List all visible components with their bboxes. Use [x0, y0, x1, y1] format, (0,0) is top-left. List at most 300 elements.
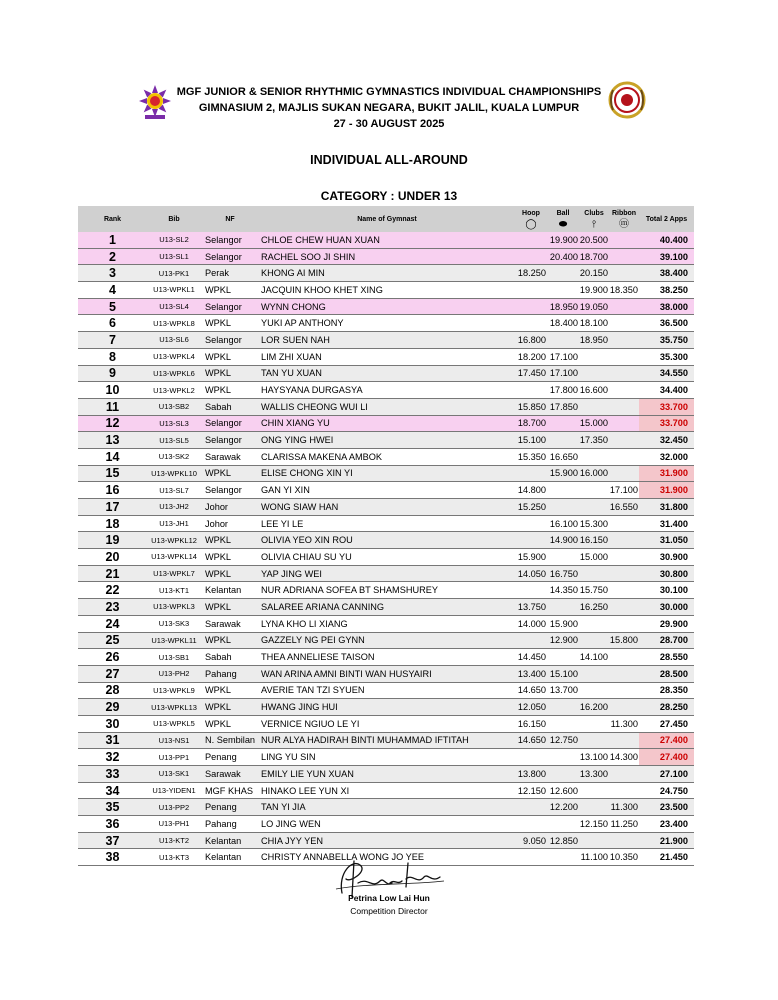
row-clubs-score [579, 348, 609, 365]
row-rank: 38 [78, 849, 147, 866]
row-hoop-score: 14.650 [515, 732, 547, 749]
row-rank: 8 [78, 348, 147, 365]
row-total-score: 23.400 [639, 816, 694, 833]
row-rank: 19 [78, 532, 147, 549]
row-ribbon-score [609, 699, 639, 716]
row-gymnast-name: OLIVIA YEO XIN ROU [259, 532, 515, 549]
row-clubs-score [579, 632, 609, 649]
row-total-score: 27.450 [639, 715, 694, 732]
row-gymnast-name: WONG SIAW HAN [259, 499, 515, 516]
row-ribbon-score [609, 832, 639, 849]
table-row [78, 315, 694, 332]
row-ribbon-score: 15.800 [609, 632, 639, 649]
row-ball-score [547, 499, 579, 516]
row-total-score: 40.400 [639, 232, 694, 248]
row-ribbon-score [609, 448, 639, 465]
row-clubs-score: 14.100 [579, 649, 609, 666]
row-hoop-score [515, 315, 547, 332]
row-total-score: 21.450 [639, 849, 694, 866]
row-hoop-score: 9.050 [515, 832, 547, 849]
row-hoop-score: 14.800 [515, 482, 547, 499]
row-clubs-score [579, 565, 609, 582]
row-bib: U13-SL6 [147, 332, 201, 349]
row-ball-score: 14.900 [547, 532, 579, 549]
row-bib: U13-SL2 [147, 232, 201, 248]
event-venue: GIMNASIUM 2, MAJLIS SUKAN NEGARA, BUKIT JALIL, KUALA LUMPUR [198, 102, 580, 114]
row-total-score: 27.400 [639, 732, 694, 749]
row-hoop-score: 14.650 [515, 682, 547, 699]
row-ribbon-score [609, 615, 639, 632]
row-rank: 17 [78, 499, 147, 516]
row-bib: U13-SK1 [147, 766, 201, 783]
col-clubs [579, 206, 609, 232]
row-rank: 26 [78, 649, 147, 666]
row-bib: U13-SL3 [147, 415, 201, 432]
row-nf: WPKL [201, 382, 259, 399]
row-rank: 30 [78, 715, 147, 732]
row-clubs-score: 16.150 [579, 532, 609, 549]
row-clubs-score [579, 715, 609, 732]
row-hoop-score [515, 582, 547, 599]
table-header-row [78, 206, 694, 232]
row-clubs-score: 17.350 [579, 432, 609, 449]
row-ribbon-score: 11.300 [609, 799, 639, 816]
row-bib: U13-WPKL8 [147, 315, 201, 332]
row-gymnast-name: YUKI AP ANTHONY [259, 315, 515, 332]
category-label: CATEGORY : UNDER 13 [320, 189, 458, 203]
table-row [78, 415, 694, 432]
table-row [78, 565, 694, 582]
row-bib: U13-WPKL2 [147, 382, 201, 399]
table-row [78, 482, 694, 499]
table-row [78, 649, 694, 666]
row-clubs-score [579, 782, 609, 799]
row-nf: Sabah [201, 649, 259, 666]
row-ribbon-score: 16.550 [609, 499, 639, 516]
row-nf: WPKL [201, 365, 259, 382]
row-ribbon-score [609, 766, 639, 783]
row-bib: U13-JH2 [147, 499, 201, 516]
table-row [78, 699, 694, 716]
row-ball-score [547, 265, 579, 282]
row-clubs-score: 15.300 [579, 515, 609, 532]
row-hoop-score: 13.400 [515, 665, 547, 682]
row-total-score: 32.000 [639, 448, 694, 465]
table-row [78, 248, 694, 265]
ribbon-icon: ⓜ [619, 218, 629, 230]
results-table [78, 206, 694, 866]
row-rank: 28 [78, 682, 147, 699]
row-hoop-score: 14.450 [515, 649, 547, 666]
row-rank: 14 [78, 448, 147, 465]
row-gymnast-name: CLARISSA MAKENA AMBOK [259, 448, 515, 465]
row-ribbon-score: 14.300 [609, 749, 639, 766]
row-ball-score [547, 332, 579, 349]
results-body [78, 232, 694, 866]
row-ribbon-score [609, 348, 639, 365]
row-rank: 7 [78, 332, 147, 349]
row-gymnast-name: CHRISTY ANNABELLA WONG JO YEE [259, 849, 515, 866]
row-rank: 2 [78, 248, 147, 265]
table-row [78, 766, 694, 783]
row-nf: WPKL [201, 565, 259, 582]
table-row [78, 332, 694, 349]
row-nf: WPKL [201, 632, 259, 649]
row-gymnast-name: NUR ALYA HADIRAH BINTI MUHAMMAD IFTITAH [259, 732, 515, 749]
row-nf: WPKL [201, 348, 259, 365]
row-nf: WPKL [201, 532, 259, 549]
row-ball-score: 18.950 [547, 298, 579, 315]
row-bib: U13-WPKL10 [147, 465, 201, 482]
table-row [78, 515, 694, 532]
row-gymnast-name: WALLIS CHEONG WUI LI [259, 398, 515, 415]
table-row [78, 582, 694, 599]
row-ribbon-score [609, 365, 639, 382]
row-hoop-score [515, 799, 547, 816]
row-ball-score: 17.800 [547, 382, 579, 399]
row-ball-score [547, 699, 579, 716]
row-rank: 34 [78, 782, 147, 799]
row-ribbon-score [609, 332, 639, 349]
row-nf: Selangor [201, 482, 259, 499]
clubs-label: Clubs [584, 209, 604, 217]
row-nf: WPKL [201, 599, 259, 616]
row-gymnast-name: LYNA KHO LI XIANG [259, 615, 515, 632]
row-bib: U13-PH1 [147, 816, 201, 833]
ribbon-label: Ribbon [611, 209, 637, 217]
row-total-score: 28.350 [639, 682, 694, 699]
table-row [78, 682, 694, 699]
row-total-score: 27.100 [639, 766, 694, 783]
row-total-score: 35.750 [639, 332, 694, 349]
row-clubs-score: 13.300 [579, 766, 609, 783]
table-row [78, 615, 694, 632]
row-nf: Sarawak [201, 615, 259, 632]
row-hoop-score: 15.250 [515, 499, 547, 516]
signatory-name: Petrina Low Lai Hun [348, 893, 430, 903]
row-ribbon-score [609, 682, 639, 699]
row-nf: WPKL [201, 715, 259, 732]
row-ribbon-score [609, 248, 639, 265]
row-gymnast-name: CHIN XIANG YU [259, 415, 515, 432]
row-nf: MGF KHAS [201, 782, 259, 799]
row-clubs-score: 12.150 [579, 816, 609, 833]
row-gymnast-name: JACQUIN KHOO KHET XING [259, 282, 515, 299]
row-rank: 33 [78, 766, 147, 783]
row-gymnast-name: CHIA JYY YEN [259, 832, 515, 849]
row-ribbon-score [609, 432, 639, 449]
row-total-score: 35.300 [639, 348, 694, 365]
row-ribbon-score [609, 599, 639, 616]
row-nf: Penang [201, 799, 259, 816]
row-nf: Johor [201, 515, 259, 532]
row-total-score: 24.750 [639, 782, 694, 799]
row-ribbon-score: 11.300 [609, 715, 639, 732]
row-ball-score: 15.100 [547, 665, 579, 682]
row-total-score: 38.250 [639, 282, 694, 299]
row-rank: 9 [78, 365, 147, 382]
row-bib: U13-SL7 [147, 482, 201, 499]
row-gymnast-name: RACHEL SOO JI SHIN [259, 248, 515, 265]
row-total-score: 30.900 [639, 549, 694, 566]
row-gymnast-name: LO JING WEN [259, 816, 515, 833]
row-ball-score: 17.100 [547, 365, 579, 382]
row-clubs-score: 19.050 [579, 298, 609, 315]
row-ribbon-score: 10.350 [609, 849, 639, 866]
row-clubs-score: 18.700 [579, 248, 609, 265]
row-rank: 6 [78, 315, 147, 332]
row-clubs-score: 20.500 [579, 232, 609, 248]
row-hoop-score: 13.750 [515, 599, 547, 616]
table-row [78, 715, 694, 732]
row-ball-score: 12.200 [547, 799, 579, 816]
row-ribbon-score [609, 465, 639, 482]
row-hoop-score [515, 298, 547, 315]
row-rank: 13 [78, 432, 147, 449]
row-ribbon-score [609, 732, 639, 749]
row-hoop-score: 14.050 [515, 565, 547, 582]
table-row [78, 282, 694, 299]
row-gymnast-name: THEA ANNELIESE TAISON [259, 649, 515, 666]
hoop-icon: ◯ [525, 218, 537, 230]
row-rank: 18 [78, 515, 147, 532]
table-row [78, 298, 694, 315]
row-nf: Pahang [201, 665, 259, 682]
event-header [0, 84, 778, 132]
row-ball-score: 15.900 [547, 465, 579, 482]
row-rank: 16 [78, 482, 147, 499]
row-bib: U13-JH1 [147, 515, 201, 532]
row-ribbon-score [609, 582, 639, 599]
row-total-score: 31.900 [639, 482, 694, 499]
row-ball-score: 16.100 [547, 515, 579, 532]
row-total-score: 28.700 [639, 632, 694, 649]
row-gymnast-name: OLIVIA CHIAU SU YU [259, 549, 515, 566]
row-clubs-score [579, 398, 609, 415]
row-bib: U13-WPKL11 [147, 632, 201, 649]
row-total-score: 34.550 [639, 365, 694, 382]
row-ball-score: 17.100 [547, 348, 579, 365]
row-ribbon-score: 11.250 [609, 816, 639, 833]
row-clubs-score: 19.900 [579, 282, 609, 299]
row-ribbon-score [609, 298, 639, 315]
row-hoop-score [515, 382, 547, 399]
row-ribbon-score [609, 565, 639, 582]
row-nf: Penang [201, 749, 259, 766]
row-ribbon-score [609, 415, 639, 432]
row-ball-score: 12.850 [547, 832, 579, 849]
row-bib: U13-SL4 [147, 298, 201, 315]
row-bib: U13-WPKL3 [147, 599, 201, 616]
row-ball-score [547, 749, 579, 766]
row-bib: U13-PP2 [147, 799, 201, 816]
row-bib: U13-WPKL6 [147, 365, 201, 382]
row-ribbon-score [609, 398, 639, 415]
event-dates: 27 - 30 AUGUST 2025 [333, 118, 445, 130]
row-ball-score [547, 432, 579, 449]
row-clubs-score [579, 448, 609, 465]
row-nf: Johor [201, 499, 259, 516]
row-ball-score [547, 766, 579, 783]
row-ball-score [547, 415, 579, 432]
row-clubs-score [579, 365, 609, 382]
row-ball-score [547, 549, 579, 566]
row-rank: 23 [78, 599, 147, 616]
table-row [78, 632, 694, 649]
row-hoop-score: 15.350 [515, 448, 547, 465]
row-bib: U13-PP1 [147, 749, 201, 766]
row-nf: Kelantan [201, 849, 259, 866]
row-total-score: 28.550 [639, 649, 694, 666]
row-rank: 5 [78, 298, 147, 315]
row-total-score: 38.400 [639, 265, 694, 282]
table-row [78, 348, 694, 365]
row-gymnast-name: AVERIE TAN TZI SYUEN [259, 682, 515, 699]
row-hoop-score [515, 816, 547, 833]
row-total-score: 31.050 [639, 532, 694, 549]
row-ball-score: 18.400 [547, 315, 579, 332]
table-row [78, 365, 694, 382]
row-rank: 22 [78, 582, 147, 599]
row-bib: U13-WPKL14 [147, 549, 201, 566]
row-bib: U13-WPKL7 [147, 565, 201, 582]
row-hoop-score [515, 282, 547, 299]
row-rank: 3 [78, 265, 147, 282]
row-hoop-score: 15.900 [515, 549, 547, 566]
row-clubs-score [579, 682, 609, 699]
row-clubs-score [579, 799, 609, 816]
row-rank: 1 [78, 232, 147, 248]
row-total-score: 39.100 [639, 248, 694, 265]
row-clubs-score: 16.600 [579, 382, 609, 399]
row-nf: Kelantan [201, 832, 259, 849]
row-hoop-score [515, 849, 547, 866]
row-total-score: 27.400 [639, 749, 694, 766]
row-nf: Perak [201, 265, 259, 282]
row-bib: U13-KT1 [147, 582, 201, 599]
row-rank: 10 [78, 382, 147, 399]
col-name: Name of Gymnast [259, 206, 515, 232]
table-row [78, 382, 694, 399]
row-total-score: 30.000 [639, 599, 694, 616]
row-hoop-score: 16.150 [515, 715, 547, 732]
row-clubs-score [579, 832, 609, 849]
table-row [78, 532, 694, 549]
clubs-icon: ⫯ [591, 218, 597, 230]
row-total-score: 36.500 [639, 315, 694, 332]
table-row [78, 549, 694, 566]
row-bib: U13-SL1 [147, 248, 201, 265]
row-clubs-score: 18.100 [579, 315, 609, 332]
row-nf: Selangor [201, 248, 259, 265]
row-ribbon-score [609, 515, 639, 532]
col-ball [547, 206, 579, 232]
col-bib: Bib [147, 206, 201, 232]
ball-icon: ⬬ [558, 218, 568, 230]
row-clubs-score: 16.000 [579, 465, 609, 482]
row-bib: U13-KT2 [147, 832, 201, 849]
row-rank: 20 [78, 549, 147, 566]
row-gymnast-name: TAN YI JIA [259, 799, 515, 816]
table-row [78, 465, 694, 482]
row-bib: U13-WPKL4 [147, 348, 201, 365]
row-bib: U13-WPKL13 [147, 699, 201, 716]
row-gymnast-name: WAN ARINA AMNI BINTI WAN HUSYAIRI [259, 665, 515, 682]
page-title: INDIVIDUAL ALL-AROUND [310, 153, 468, 167]
row-ball-score: 12.900 [547, 632, 579, 649]
row-clubs-score [579, 615, 609, 632]
row-nf: WPKL [201, 699, 259, 716]
col-nf: NF [201, 206, 259, 232]
row-bib: U13-SB2 [147, 398, 201, 415]
row-total-score: 31.900 [639, 465, 694, 482]
table-row [78, 232, 694, 248]
row-ball-score: 14.350 [547, 582, 579, 599]
row-hoop-score [515, 532, 547, 549]
row-ball-score: 19.900 [547, 232, 579, 248]
row-hoop-score: 18.250 [515, 265, 547, 282]
row-nf: N. Sembilan [201, 732, 259, 749]
row-ribbon-score [609, 265, 639, 282]
row-total-score: 28.500 [639, 665, 694, 682]
row-rank: 31 [78, 732, 147, 749]
row-bib: U13-SK2 [147, 448, 201, 465]
col-ribbon [609, 206, 639, 232]
row-ball-score: 12.750 [547, 732, 579, 749]
hoop-label: Hoop [522, 209, 540, 217]
row-ball-score [547, 599, 579, 616]
row-rank: 4 [78, 282, 147, 299]
row-rank: 25 [78, 632, 147, 649]
row-ball-score: 15.900 [547, 615, 579, 632]
row-total-score: 28.250 [639, 699, 694, 716]
row-gymnast-name: KHONG AI MIN [259, 265, 515, 282]
row-rank: 29 [78, 699, 147, 716]
row-total-score: 29.900 [639, 615, 694, 632]
row-hoop-score: 18.200 [515, 348, 547, 365]
row-clubs-score: 18.950 [579, 332, 609, 349]
row-clubs-score: 15.750 [579, 582, 609, 599]
row-clubs-score: 11.100 [579, 849, 609, 866]
row-gymnast-name: ELISE CHONG XIN YI [259, 465, 515, 482]
row-ribbon-score [609, 315, 639, 332]
row-bib: U13-SK3 [147, 615, 201, 632]
row-hoop-score: 15.850 [515, 398, 547, 415]
row-gymnast-name: NUR ADRIANA SOFEA BT SHAMSHUREY [259, 582, 515, 599]
row-total-score: 33.700 [639, 415, 694, 432]
row-bib: U13-WPKL1 [147, 282, 201, 299]
row-rank: 32 [78, 749, 147, 766]
row-clubs-score [579, 482, 609, 499]
row-rank: 27 [78, 665, 147, 682]
row-total-score: 21.900 [639, 832, 694, 849]
row-hoop-score: 13.800 [515, 766, 547, 783]
row-ball-score: 16.750 [547, 565, 579, 582]
table-row [78, 265, 694, 282]
row-total-score: 38.000 [639, 298, 694, 315]
row-hoop-score [515, 248, 547, 265]
row-hoop-score: 12.050 [515, 699, 547, 716]
row-ball-score: 20.400 [547, 248, 579, 265]
row-clubs-score: 16.200 [579, 699, 609, 716]
table-row [78, 665, 694, 682]
row-total-score: 30.800 [639, 565, 694, 582]
row-bib: U13-NS1 [147, 732, 201, 749]
table-row [78, 816, 694, 833]
row-ribbon-score [609, 549, 639, 566]
row-gymnast-name: HWANG JING HUI [259, 699, 515, 716]
row-gymnast-name: WYNN CHONG [259, 298, 515, 315]
